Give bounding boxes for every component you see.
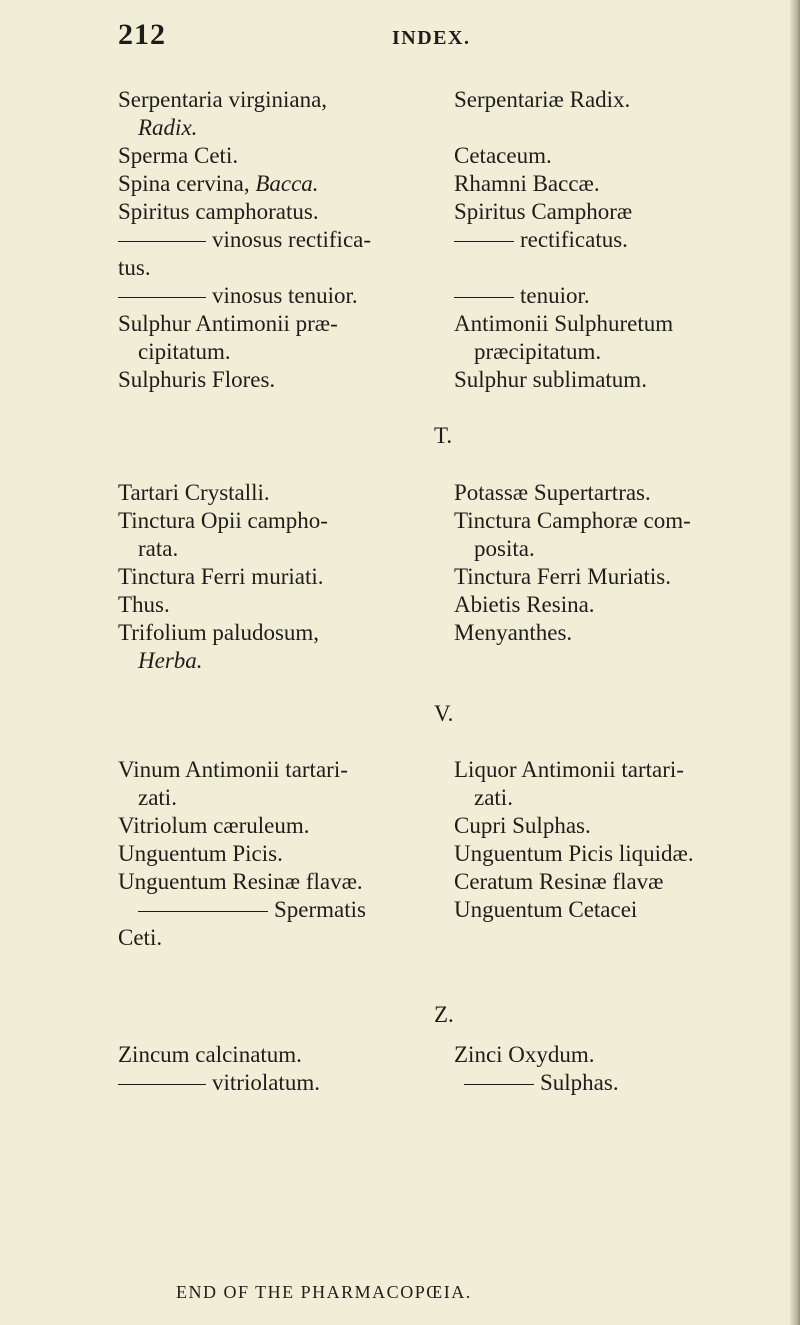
entry-line	[118, 143, 238, 169]
section-letter-v: V.	[434, 701, 454, 726]
ditto-dash	[464, 1084, 534, 1085]
entry-line: rata.	[138, 536, 179, 561]
entry-text: vinosus rectifica-	[212, 227, 372, 252]
ditto-dash	[118, 297, 206, 298]
entry-line: Cetaceum.	[454, 143, 552, 168]
entry-text: Spermatis	[274, 897, 366, 922]
entry-line: Vitriolum cæruleum.	[118, 813, 310, 838]
entry-line	[454, 283, 590, 309]
entry-line	[118, 897, 366, 923]
entry-line: Unguentum Resinæ flavæ.	[118, 869, 363, 894]
entry-line: cipitatum.	[138, 339, 231, 364]
entry-line	[118, 171, 319, 197]
entry-line: posita.	[474, 536, 535, 561]
entry-line: Ceratum Resinæ flavæ	[454, 869, 664, 894]
entry-line	[118, 283, 358, 309]
running-head: INDEX.	[392, 27, 471, 49]
entry-line: Zincum calcinatum.	[118, 1042, 302, 1067]
entry-line: Liquor Antimonii tartari-	[454, 757, 684, 782]
entry-line: tus.	[118, 255, 151, 280]
entry-line: Unguentum Cetacei	[454, 897, 638, 922]
entry-line: Antimonii Sulphuretum	[454, 311, 674, 336]
entry-line: Cupri Sulphas.	[454, 813, 591, 838]
end-note: END OF THE PHARMACOPŒIA.	[176, 1282, 472, 1302]
ditto-dash	[118, 241, 206, 242]
entry-line: Vinum Antimonii tartari-	[118, 757, 348, 782]
entry-line: Sulphuris Flores.	[118, 367, 276, 392]
entry-line: Potassæ Supertartras.	[454, 480, 651, 505]
entry-line: Tartari Crystalli.	[118, 480, 270, 505]
entry-line: Thus.	[118, 592, 170, 617]
entry-line: Tinctura Opii campho-	[118, 508, 328, 533]
entry-line: Unguentum Picis liquidæ.	[454, 841, 694, 866]
entry-line: Serpentaria virginiana,	[118, 87, 328, 112]
entry-text: vinosus tenuior.	[212, 283, 358, 308]
entry-line: Tinctura Ferri muriati.	[118, 564, 324, 589]
entry-text: rectificatus.	[520, 227, 628, 252]
entry-line: Unguentum Picis.	[118, 841, 283, 866]
entry-line: Tinctura Camphoræ com-	[454, 508, 691, 533]
entry-text: Spina cervina,	[118, 171, 256, 196]
entry-line: præcipitatum.	[474, 339, 602, 364]
entry-line: Zinci Oxydum.	[454, 1042, 595, 1067]
page-number: 212	[118, 18, 166, 51]
entry-line	[454, 1070, 619, 1096]
ditto-dash	[454, 297, 514, 298]
entry-text: vitriolatum.	[212, 1070, 320, 1095]
entry-line: Rhamni Baccæ.	[454, 171, 600, 196]
entry-text: Sulphas.	[540, 1070, 619, 1095]
entry-line: Serpentariæ Radix.	[454, 87, 631, 112]
entry-text-italic: Bacca.	[255, 171, 319, 196]
ditto-dash	[138, 911, 268, 912]
entry-line: Sulphur Antimonii præ-	[118, 311, 338, 336]
entry-line: Trifolium paludosum,	[118, 620, 320, 645]
entry-line	[118, 1070, 320, 1096]
entry-line: Ceti.	[118, 925, 163, 950]
entry-line: Tinctura Ferri Muriatis.	[454, 564, 671, 589]
entry-text: Sperma Ceti.	[118, 143, 239, 168]
entry-line: zati.	[474, 785, 513, 810]
section-letter-z: Z.	[434, 1002, 454, 1027]
entry-line: Abietis Resina.	[454, 592, 595, 617]
page-header	[0, 18, 800, 58]
entry-line: Sulphur sublimatum.	[454, 367, 647, 392]
entry-line: zati.	[138, 785, 177, 810]
entry-line: Spiritus Camphoræ	[454, 199, 633, 224]
ditto-dash	[454, 241, 514, 242]
entry-line	[454, 227, 628, 253]
entry-line: Herba.	[138, 648, 203, 673]
entry-line: Menyanthes.	[454, 620, 573, 645]
page-edge	[790, 0, 800, 1325]
section-letter-t: T.	[434, 423, 453, 448]
ditto-dash	[118, 1084, 206, 1085]
entry-line: Radix.	[138, 115, 198, 140]
entry-text: tenuior.	[520, 283, 590, 308]
entry-line: Spiritus camphoratus.	[118, 199, 319, 224]
entry-line	[118, 227, 371, 253]
